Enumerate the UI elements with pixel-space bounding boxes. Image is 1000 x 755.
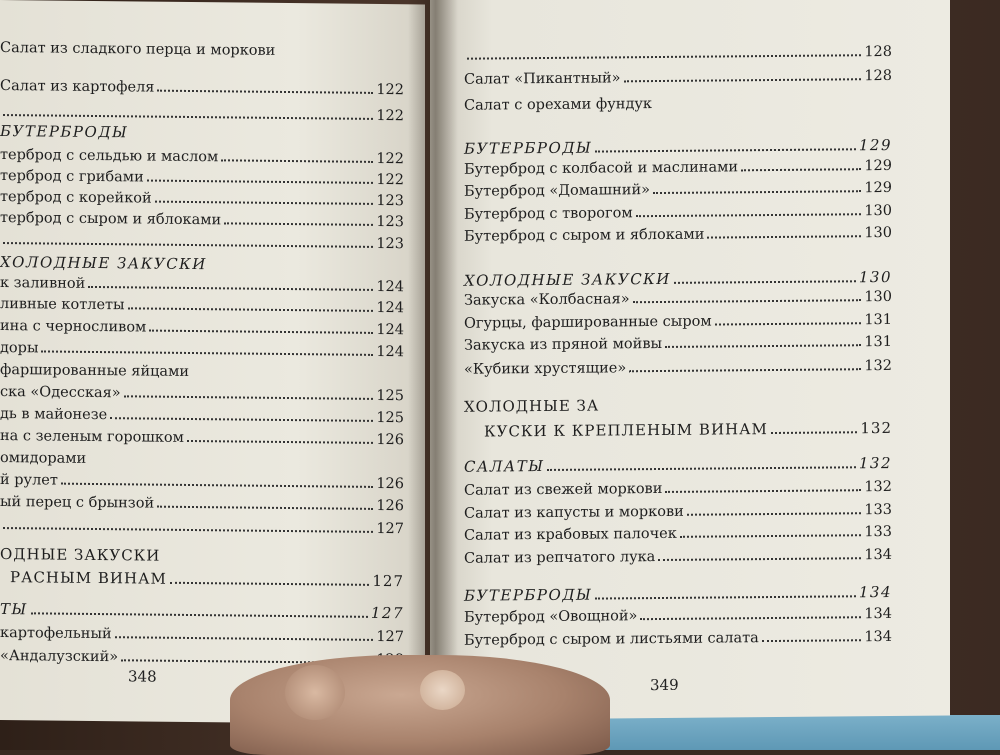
toc-leader-dots [687, 512, 862, 516]
toc-page-number: 132 [864, 357, 892, 375]
toc-entry-title: БУТЕРБРОДЫ [464, 138, 593, 158]
blue-cover-edge [560, 715, 1000, 750]
toc-entry-title: Салат из свежей моркови [464, 480, 663, 499]
toc-leader-dots [155, 201, 374, 205]
thumb [230, 655, 610, 755]
toc-entry-title: Бутерброд с сыром и яблоками [464, 226, 705, 245]
toc-page-number: 134 [864, 628, 892, 646]
toc-page-number: 134 [858, 582, 892, 602]
toc-entry [0, 517, 404, 537]
toc-entry-title: Закуска из пряной мойвы [464, 335, 663, 354]
toc-page-number: 122 [376, 107, 404, 125]
toc-page-number: 132 [860, 418, 892, 438]
toc-entry [0, 253, 404, 275]
toc-leader-dots [674, 280, 856, 284]
toc-entry [0, 406, 404, 426]
toc-page-number: 127 [376, 628, 404, 646]
toc-leader-dots [665, 489, 861, 493]
toc-page-number: 122 [376, 81, 404, 99]
toc-entry-title: Бутерброд с творогом [464, 205, 633, 223]
toc-entry-title: терброд с корейкой [0, 189, 152, 207]
toc-entry [0, 625, 404, 645]
toc-entry [464, 547, 892, 567]
toc-entry-title: картофельный [0, 625, 112, 643]
toc-leader-dots [149, 330, 373, 334]
toc-entry [464, 68, 892, 88]
toc-entry [464, 158, 892, 178]
toc-entry-title: КУСКИ К КРЕПЛЕНЫМ ВИНАМ [484, 420, 768, 441]
toc-entry [0, 147, 404, 167]
toc-leader-dots [124, 395, 374, 400]
toc-entry [0, 168, 404, 188]
toc-leader-dots [547, 466, 855, 471]
toc-entry-title: Огурцы, фаршированные сыром [464, 313, 712, 332]
toc-page-number: 129 [864, 179, 892, 197]
toc-entry [0, 362, 404, 382]
toc-entry-title: Салат «Пикантный» [464, 70, 621, 88]
toc-entry-title: РАСНЫМ ВИНАМ [10, 568, 167, 588]
left-page [0, 0, 425, 724]
toc-entry [464, 312, 892, 332]
toc-page-number: 123 [376, 213, 404, 231]
toc-entry-title: дь в майонезе [0, 406, 108, 424]
toc-page-number: 123 [376, 235, 404, 253]
toc-leader-dots [629, 368, 861, 372]
toc-entry [464, 268, 892, 290]
toc-page-number: 130 [864, 224, 892, 242]
toc-entry [464, 394, 892, 416]
toc-entry-title: фаршированные яйцами [0, 362, 190, 380]
toc-entry [10, 568, 404, 590]
toc-entry [0, 472, 404, 492]
page-number-left: 348 [128, 667, 157, 686]
toc-page-number: 133 [864, 501, 892, 519]
toc-page-number: 126 [376, 497, 404, 515]
toc-entry [0, 340, 404, 360]
toc-entry [464, 203, 892, 223]
finger-knuckle [285, 665, 345, 720]
toc-page-number: 126 [376, 475, 404, 493]
toc-page-number: 124 [376, 321, 404, 339]
toc-entry [464, 454, 892, 476]
toc-leader-dots [640, 616, 861, 620]
toc-page-number: 134 [864, 546, 892, 564]
toc-entry-title: ХОЛОДНЫЕ ЗАКУСКИ [0, 253, 207, 274]
toc-entry [464, 583, 892, 605]
toc-entry-title: БУТЕРБРОДЫ [0, 122, 129, 142]
toc-entry-title: БУТЕРБРОДЫ [464, 585, 593, 605]
toc-page-number: 133 [864, 523, 892, 541]
toc-entry-title: омидорами [0, 450, 87, 467]
toc-entry [0, 318, 404, 338]
toc-leader-dots [157, 506, 373, 510]
toc-entry-title: ина с черносливом [0, 318, 147, 336]
toc-entry-title: терброд с грибами [0, 168, 144, 186]
toc-leader-dots [41, 350, 373, 355]
toc-entry [0, 600, 404, 622]
toc-entry [464, 358, 892, 378]
toc-entry-title: ОДНЫЕ ЗАКУСКИ [0, 545, 161, 565]
toc-entry-title: «Андалузский» [0, 648, 119, 666]
toc-entry-title: Салат с орехами фундук [464, 96, 652, 114]
toc-leader-dots [110, 417, 373, 422]
toc-page-number: 124 [376, 299, 404, 317]
toc-page-number: 129 [864, 157, 892, 175]
toc-leader-dots [3, 242, 373, 248]
toc-entry-title: Салат из крабовых палочек [464, 525, 677, 544]
toc-page-number: 130 [858, 267, 892, 287]
toc-entry-title: Салат из репчатого лука [464, 549, 656, 567]
toc-leader-dots [771, 431, 858, 434]
toc-page-number: 124 [376, 343, 404, 361]
toc-entry [0, 296, 404, 316]
toc-page-number: 130 [864, 288, 892, 306]
toc-entry-title: Бутерброд с сыром и листьями салата [464, 630, 759, 649]
toc-entry [464, 606, 892, 626]
toc-leader-dots [187, 440, 373, 444]
toc-page-number: 125 [376, 409, 404, 427]
toc-entry-title: Салат из картофеля [0, 78, 155, 96]
toc-page-number: 125 [376, 387, 404, 405]
toc-entry [464, 502, 892, 522]
thumbnail [420, 670, 465, 710]
book-gutter [408, 0, 458, 720]
toc-entry-title: й рулет [0, 472, 58, 489]
toc-entry-title: Бутерброд «Домашний» [464, 182, 651, 200]
toc-page-number: 127 [376, 520, 404, 538]
toc-leader-dots [221, 159, 373, 163]
toc-page-number: 124 [376, 278, 404, 296]
toc-entry-title: ливные котлеты [0, 296, 125, 314]
toc-page-number: 123 [376, 192, 404, 210]
toc-entry-title: Закуска «Колбасная» [464, 291, 630, 309]
toc-entry [0, 450, 404, 470]
toc-entry-title: Бутерброд с колбасой и маслинами [464, 159, 739, 178]
toc-page-number: 122 [376, 171, 404, 189]
toc-entry [0, 189, 404, 209]
toc-leader-dots [3, 527, 373, 533]
toc-leader-dots [762, 639, 861, 642]
page-number-right: 349 [650, 675, 679, 695]
toc-entry-title: на с зеленым горошком [0, 428, 184, 446]
toc-page-number: 128 [864, 67, 892, 85]
toc-entry [0, 40, 404, 60]
toc-entry [464, 524, 892, 544]
toc-entry [464, 44, 892, 64]
toc-page-number: 127 [372, 571, 404, 591]
toc-leader-dots [128, 307, 374, 312]
toc-entry [0, 104, 404, 124]
toc-entry [0, 545, 404, 567]
toc-entry-title: Салат из капусты и моркови [464, 503, 684, 522]
toc-leader-dots [715, 322, 862, 325]
toc-entry-title: Бутерброд «Овощной» [464, 608, 638, 626]
toc-leader-dots [170, 582, 370, 586]
toc-page-number: 131 [864, 311, 892, 329]
toc-entry [464, 479, 892, 499]
toc-page-number: 131 [864, 333, 892, 351]
toc-entry [464, 136, 892, 158]
toc-leader-dots [595, 595, 856, 599]
toc-leader-dots [633, 299, 862, 303]
toc-leader-dots [3, 114, 373, 120]
toc-entry [0, 494, 404, 514]
toc-entry [464, 289, 892, 309]
toc-leader-dots [61, 483, 373, 488]
toc-entry [464, 180, 892, 200]
toc-page-number: 122 [376, 150, 404, 168]
toc-leader-dots [467, 54, 861, 59]
toc-entry-title: ХОЛОДНЫЕ ЗА [464, 396, 600, 416]
toc-leader-dots [157, 90, 373, 94]
toc-leader-dots [741, 168, 861, 171]
toc-entry-title: ХОЛОДНЫЕ ЗАКУСКИ [464, 269, 671, 290]
toc-leader-dots [88, 286, 373, 291]
toc-entry-title: ска «Одесская» [0, 384, 121, 402]
toc-leader-dots [680, 534, 861, 538]
toc-entry [464, 94, 892, 114]
toc-leader-dots [653, 190, 861, 194]
toc-leader-dots [636, 213, 862, 217]
toc-entry-title: доры [0, 340, 39, 357]
toc-entry-title: терброд с сельдью и маслом [0, 147, 219, 166]
toc-entry [0, 122, 404, 144]
toc-entry [0, 275, 404, 295]
toc-page-number: 132 [864, 478, 892, 496]
toc-page-number: 129 [858, 135, 892, 155]
toc-entry [0, 78, 404, 98]
toc-entry-title: терброд с сыром и яблоками [0, 210, 222, 229]
toc-entry-title: ТЫ [0, 600, 28, 619]
toc-leader-dots [665, 344, 861, 348]
toc-entry [464, 225, 892, 245]
toc-page-number: 126 [376, 431, 404, 449]
toc-leader-dots [624, 78, 862, 82]
toc-entry [0, 232, 404, 252]
toc-leader-dots [595, 148, 856, 152]
toc-entry-title: Салат из сладкого перца и моркови [0, 40, 276, 59]
right-page [430, 0, 950, 720]
toc-entry-title: САЛАТЫ [464, 457, 545, 476]
toc-leader-dots [707, 235, 861, 238]
toc-leader-dots [224, 222, 373, 226]
toc-page-number: 132 [858, 453, 892, 473]
toc-entry [484, 419, 892, 441]
toc-entry-title: к заливной [0, 275, 86, 292]
toc-entry [0, 428, 404, 448]
toc-entry [464, 334, 892, 354]
toc-page-number: 127 [370, 603, 404, 623]
toc-entry-title: «Кубики хрустящие» [464, 360, 627, 378]
toc-leader-dots [658, 557, 861, 561]
toc-page-number: 128 [864, 43, 892, 61]
toc-leader-dots [147, 180, 374, 184]
toc-entry [464, 629, 892, 649]
toc-leader-dots [115, 636, 374, 641]
toc-entry-title: ый перец с брынзой [0, 494, 155, 512]
toc-entry [0, 210, 404, 230]
toc-page-number: 130 [864, 202, 892, 220]
toc-page-number: 134 [864, 605, 892, 623]
toc-entry [0, 384, 404, 404]
toc-leader-dots [31, 612, 368, 618]
